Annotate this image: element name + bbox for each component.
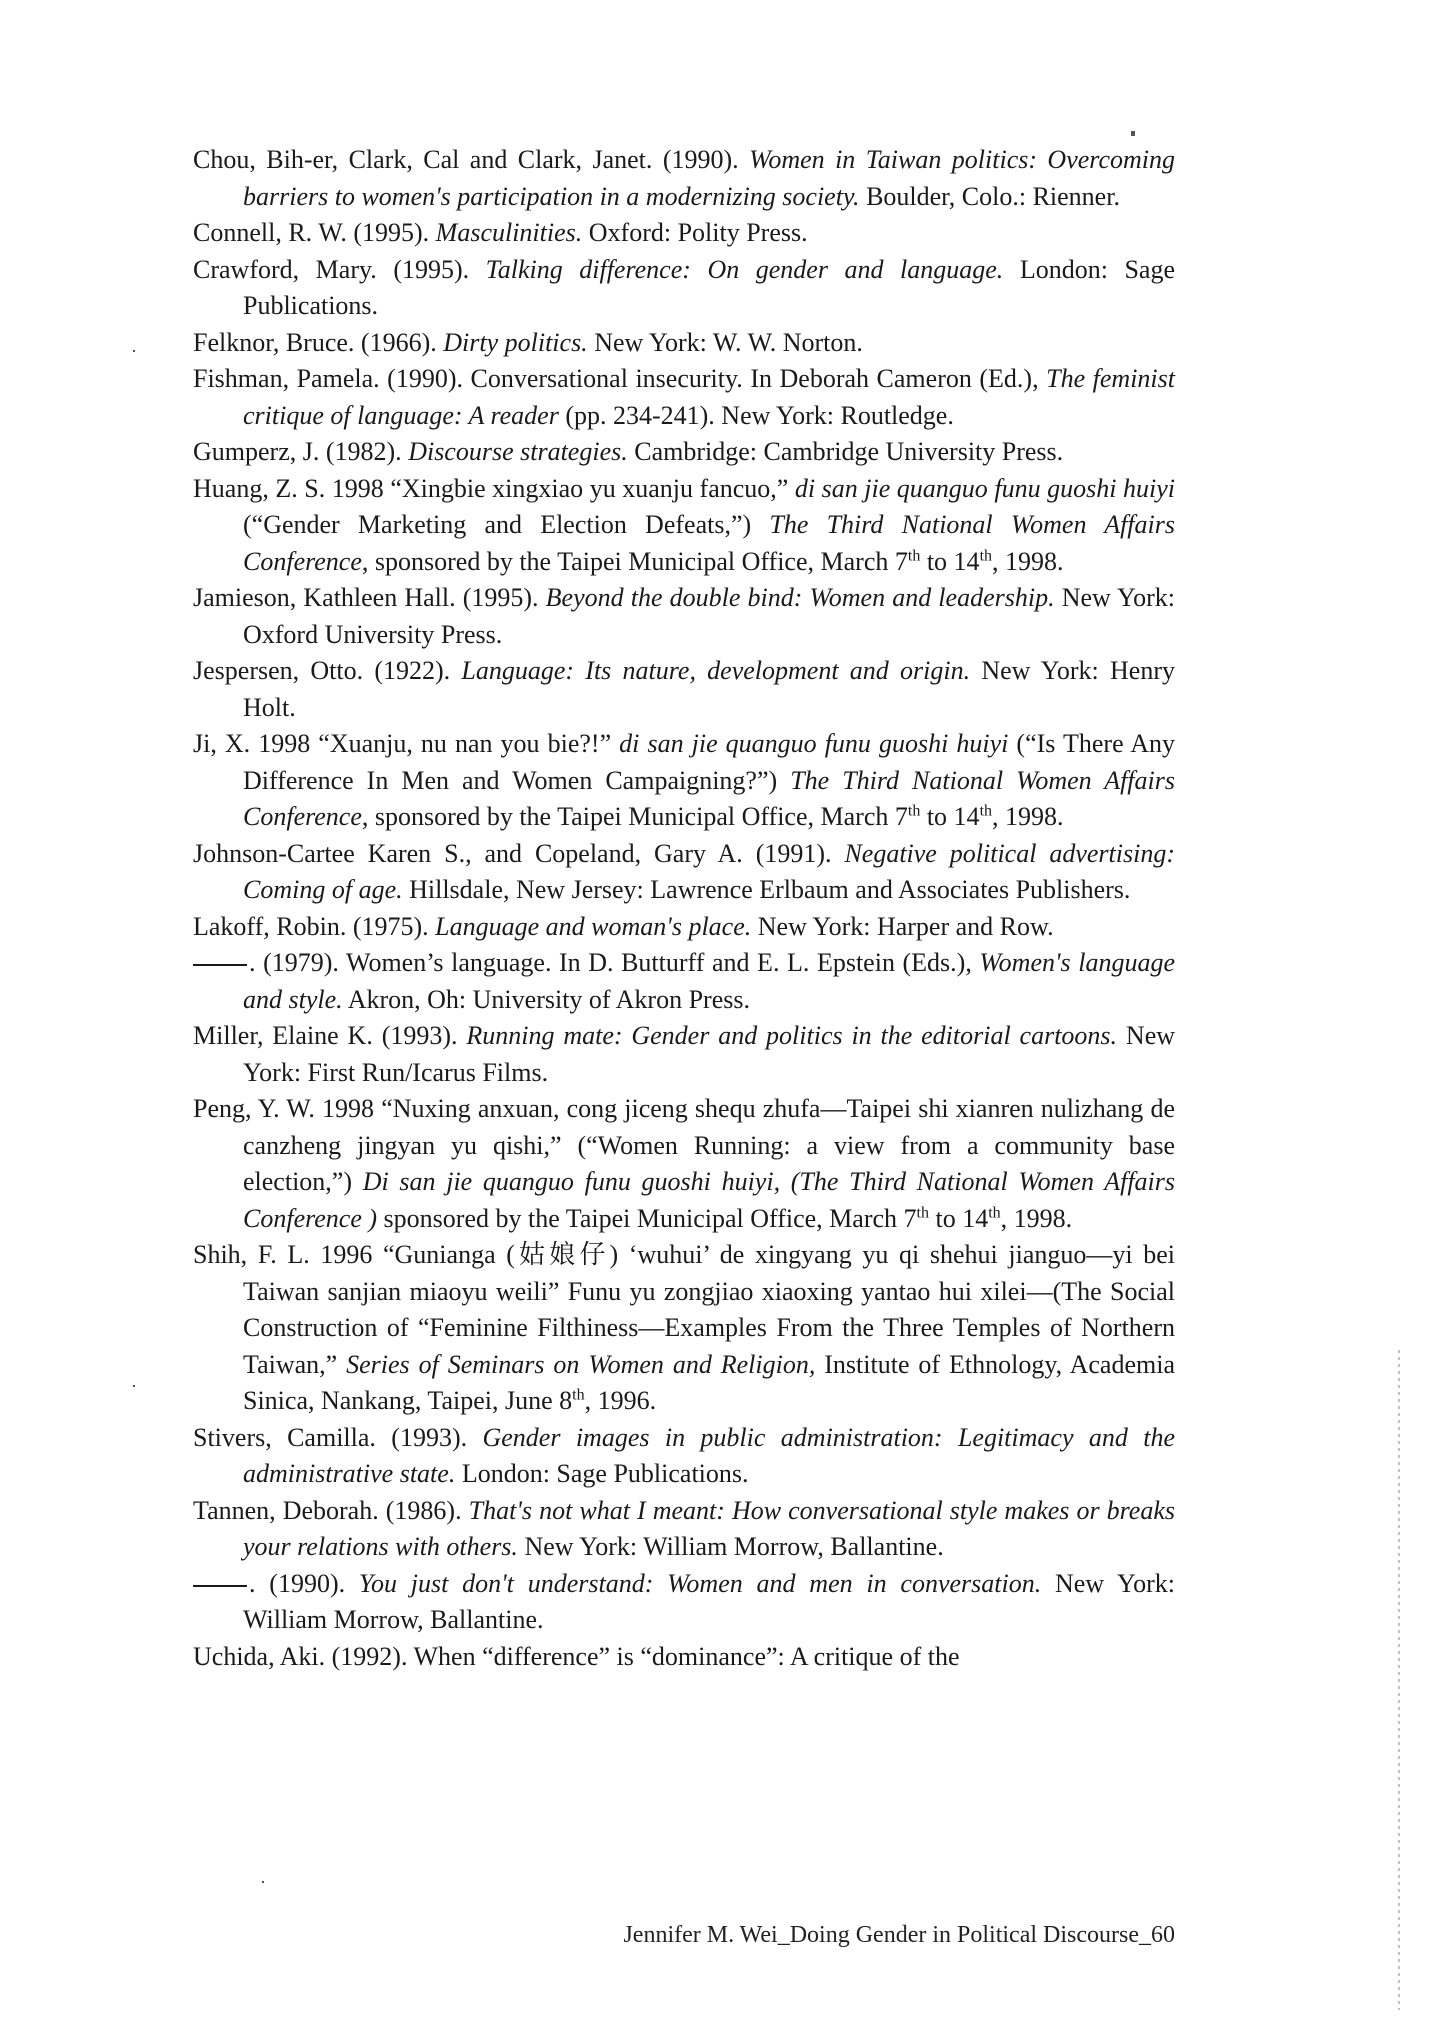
reference-text: New York: Henry Holt. bbox=[243, 656, 1175, 722]
reference-entry bbox=[193, 142, 1175, 215]
reference-text: to 14 bbox=[928, 1203, 989, 1233]
reference-text: London: Sage Publications. bbox=[455, 1459, 749, 1488]
reference-entry bbox=[193, 1493, 1175, 1566]
reference-title: Language: Its nature, development and origin. bbox=[461, 656, 971, 685]
reference-text: (pp. 234-241). New York: Routledge. bbox=[558, 400, 954, 430]
reference-title: Beyond the double bind: Women and leadership. bbox=[545, 583, 1055, 612]
reference-text: Fishman, Pamela. (1990). Conversational insecurity. In Deborah Cameron (Ed.), bbox=[193, 364, 1047, 393]
reference-text: New York: Harper and Row. bbox=[751, 911, 1054, 941]
reference-text: Peng, Y. W. 1998 “Nuxing anxuan, cong jiceng shequ zhufa—Taipei shi xianren nulizhang de canzheng jingyan yu qishi,” (“Women Running: a view from a community base election,”) bbox=[193, 1094, 1175, 1196]
ordinal-suffix: th bbox=[907, 802, 921, 820]
reference-text: London: Sage Publications. bbox=[243, 254, 1175, 320]
reference-entry bbox=[193, 252, 1175, 325]
reference-title: The Third National Women Affairs Conference bbox=[243, 765, 1175, 831]
reference-title: Dirty politics. bbox=[443, 327, 588, 357]
reference-text: Miller, Elaine K. (1993). bbox=[193, 1021, 467, 1050]
reference-text: New York: First Run/Icarus Films. bbox=[243, 1021, 1176, 1087]
reference-title: That's not what I meant: How conversational style makes or breaks your relations with others. bbox=[243, 1495, 1175, 1561]
reference-list bbox=[193, 142, 1175, 1675]
ordinal-suffix: th bbox=[572, 1386, 585, 1404]
reference-title: Series of Seminars on Women and Religion, bbox=[346, 1349, 816, 1379]
reference-entry bbox=[193, 1018, 1175, 1091]
reference-title: Negative political advertising: Coming of age. bbox=[243, 838, 1176, 904]
ordinal-suffix: th bbox=[988, 1203, 1001, 1221]
reference-text: , sponsored by the Taipei Municipal Office, March 7 bbox=[361, 802, 908, 831]
reference-title: Di san jie quanguo funu guoshi huiyi, (The Third National Women Affairs Conference ) bbox=[243, 1167, 1175, 1233]
reference-text: New York: W. W. Norton. bbox=[587, 327, 863, 357]
reference-text: Boulder, Colo.: Rienner. bbox=[859, 181, 1120, 211]
reference-text: Crawford, Mary. (1995). bbox=[193, 254, 486, 284]
reference-title: di san jie quanguo funu guoshi huiyi bbox=[794, 473, 1175, 503]
scan-speck bbox=[1131, 131, 1135, 136]
reference-text: New York: Oxford University Press. bbox=[243, 583, 1175, 649]
reference-text: Uchida, Aki. (1992). When “difference” is “dominance”: A critique of the bbox=[193, 1641, 960, 1671]
reference-text: Akron, Oh: University of Akron Press. bbox=[342, 984, 750, 1014]
reference-text: Ji, X. 1998 “Xuanju, nu nan you bie?!” bbox=[193, 729, 620, 758]
reference-text: , sponsored by the Taipei Municipal Office, March 7 bbox=[361, 546, 908, 576]
reference-text: Chou, Bih-er, Clark, Cal and Clark, Janet. (1990). bbox=[193, 145, 750, 174]
reference-text: . (1990). bbox=[249, 1568, 359, 1598]
reference-text: , 1998. bbox=[992, 546, 1064, 576]
reference-entry bbox=[193, 1639, 1175, 1676]
reference-title: Women's language and style. bbox=[243, 948, 1176, 1014]
reference-text: to 14 bbox=[920, 546, 980, 576]
reference-text: Huang, Z. S. 1998 “Xingbie xingxiao yu xuanju fancuo,” bbox=[193, 473, 795, 503]
reference-title: Discourse strategies. bbox=[408, 437, 628, 466]
reference-text: Oxford: Polity Press. bbox=[582, 218, 808, 247]
scan-speck bbox=[262, 1881, 264, 1883]
reference-entry bbox=[193, 215, 1175, 252]
reference-text: . (1979). Women’s language. In D. Butturff and E. L. Epstein (Eds.), bbox=[249, 948, 980, 977]
reference-entry bbox=[193, 1091, 1175, 1237]
reference-text: Jamieson, Kathleen Hall. (1995). bbox=[193, 583, 546, 612]
scan-speck bbox=[133, 350, 135, 352]
reference-text: New York: William Morrow, Ballantine. bbox=[243, 1568, 1175, 1634]
reference-text: (“Is There Any Difference In Men and Women Campaigning?”) bbox=[243, 729, 1175, 795]
reference-text: Institute of Ethnology, Academia Sinica, Nankang, Taipei, June 8 bbox=[243, 1349, 1175, 1415]
reference-text: Hillsdale, New Jersey: Lawrence Erlbaum and Associates Publishers. bbox=[402, 875, 1131, 904]
ordinal-suffix: th bbox=[979, 802, 993, 820]
reference-text: Lakoff, Robin. (1975). bbox=[193, 911, 436, 941]
reference-text: Shih, F. L. 1996 “Gunianga (姑娘仔) ‘wuhui’ de xingyang yu qi shehui jianguo—yi bei Taiwan sanjian miaoyu weili” Funu yu zongjiao xiaoxing yantao hui xilei—(The Social Construction of “Feminine Filthiness—Examples From the Three Temples of Northern Taiwan,” bbox=[193, 1240, 1175, 1379]
reference-title: Women in Taiwan politics: Overcoming barriers to women's participation in a modernizing society. bbox=[243, 145, 1175, 211]
reference-title: Talking difference: On gender and language. bbox=[485, 254, 1004, 284]
reference-text: Gumperz, J. (1982). bbox=[193, 437, 409, 466]
ordinal-suffix: th bbox=[916, 1203, 929, 1221]
reference-entry bbox=[193, 325, 1175, 362]
reference-title: Gender images in public administration: Legitimacy and the administrative state. bbox=[243, 1422, 1175, 1488]
reference-text: to 14 bbox=[920, 802, 980, 831]
reference-title: di san jie quanguo funu guoshi huiyi bbox=[619, 729, 1009, 758]
reference-entry bbox=[193, 1237, 1175, 1420]
reference-entry bbox=[193, 471, 1175, 581]
reference-entry bbox=[193, 1420, 1175, 1493]
reference-entry bbox=[193, 361, 1175, 434]
reference-text: Cambridge: Cambridge University Press. bbox=[627, 437, 1064, 466]
reference-entry bbox=[193, 836, 1175, 909]
reference-title: The feminist critique of language: A reader bbox=[243, 364, 1175, 430]
reference-text: Jespersen, Otto. (1922). bbox=[193, 656, 462, 685]
reference-title: Masculinities. bbox=[435, 218, 583, 247]
ordinal-suffix: th bbox=[979, 546, 993, 564]
scan-edge-artifact bbox=[1398, 1350, 1400, 2010]
reference-title: Language and woman's place. bbox=[435, 911, 752, 941]
reference-entry bbox=[193, 653, 1175, 726]
ordinal-suffix: th bbox=[907, 546, 921, 564]
reference-text: Stivers, Camilla. (1993). bbox=[193, 1422, 483, 1452]
reference-text: , 1996. bbox=[584, 1386, 657, 1415]
reference-text: sponsored by the Taipei Municipal Office, March 7 bbox=[377, 1203, 917, 1233]
reference-title: You just don't understand: Women and men in conversation. bbox=[358, 1568, 1042, 1598]
reference-entry bbox=[193, 945, 1175, 1018]
reference-text: , 1998. bbox=[1000, 1203, 1073, 1233]
reference-text: Connell, R. W. (1995). bbox=[193, 218, 436, 247]
reference-entry bbox=[193, 580, 1175, 653]
reference-title: The Third National Women Affairs Conference bbox=[243, 510, 1175, 576]
reference-text: (“Gender Marketing and Election Defeats,”) bbox=[243, 510, 770, 539]
reference-text: , 1998. bbox=[992, 802, 1064, 831]
reference-text: Johnson-Cartee Karen S., and Copeland, Gary A. (1991). bbox=[193, 838, 845, 868]
page-footer: Jennifer M. Wei_Doing Gender in Political Discourse_60 bbox=[623, 1922, 1175, 1948]
reference-text: Tannen, Deborah. (1986). bbox=[193, 1495, 469, 1525]
repeat-author-dash bbox=[193, 1585, 247, 1587]
reference-entry bbox=[193, 434, 1175, 471]
reference-text: New York: William Morrow, Ballantine. bbox=[517, 1532, 944, 1561]
scan-speck bbox=[133, 1385, 135, 1387]
reference-text: Felknor, Bruce. (1966). bbox=[193, 327, 444, 357]
reference-entry bbox=[193, 1566, 1175, 1639]
reference-title: Running mate: Gender and politics in the editorial cartoons. bbox=[466, 1021, 1118, 1050]
reference-entry bbox=[193, 909, 1175, 946]
repeat-author-dash bbox=[193, 964, 247, 966]
reference-entry bbox=[193, 726, 1175, 836]
